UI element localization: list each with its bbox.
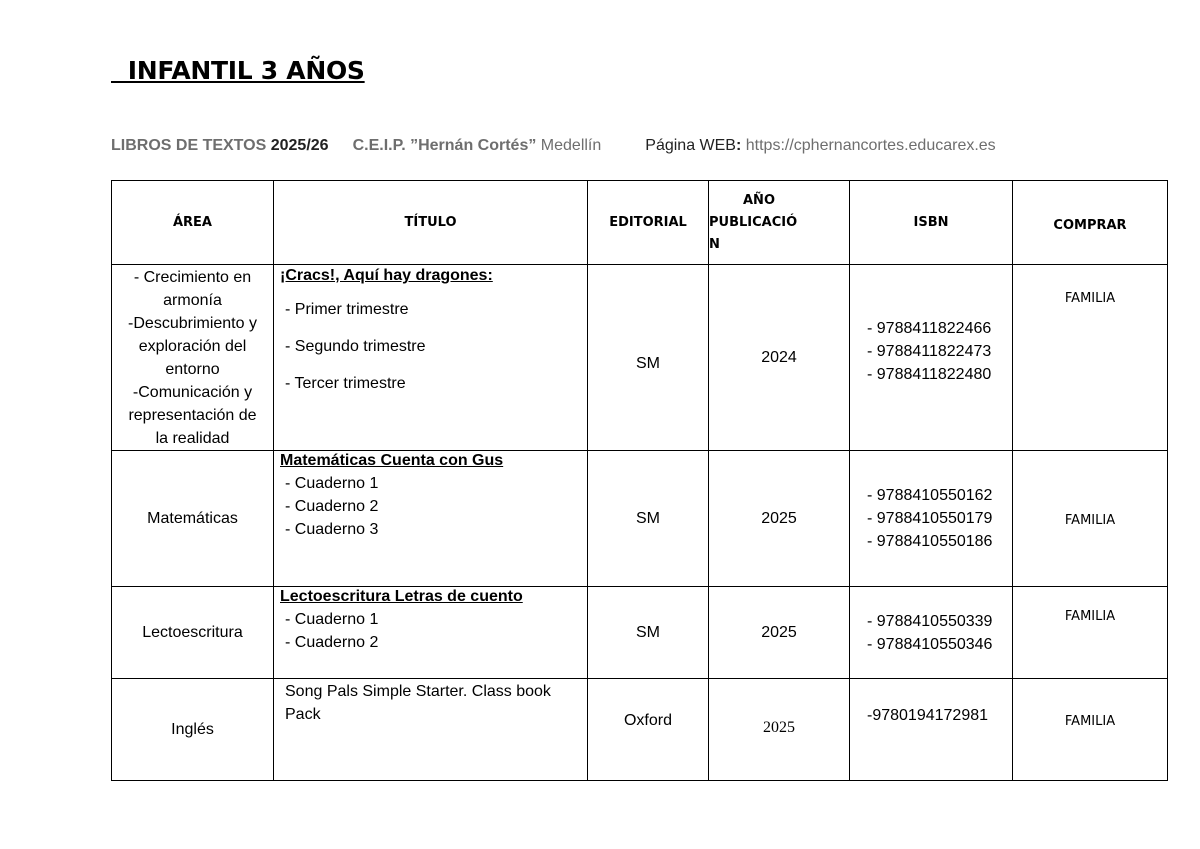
web-label: Página WEB [645, 137, 736, 154]
document-subtitle [111, 137, 996, 155]
school-town: Medellín [536, 137, 602, 154]
list-item: - Cuaderno 2 [285, 634, 379, 651]
area-cell: Inglés [112, 679, 274, 781]
isbn-cell [850, 451, 1013, 587]
area-line: la realidad [155, 429, 230, 447]
buy-cell: FAMILIA [1013, 679, 1168, 781]
isbn-list [850, 610, 1012, 656]
page-title: INFANTIL 3 AÑOS [111, 56, 365, 85]
list-item: - Cuaderno 3 [285, 521, 379, 538]
area-cell: Matemáticas [112, 451, 274, 587]
area-cell [112, 265, 274, 451]
subtitle-prefix: LIBROS DE TEXTOS [111, 137, 271, 154]
editorial-cell: Oxford [588, 679, 709, 781]
table-row [112, 587, 1168, 679]
area-line: - Crecimiento en [133, 268, 252, 286]
area-line: -Comunicación y [132, 383, 253, 401]
header-title: TÍTULO [274, 181, 588, 265]
header-year [709, 181, 850, 265]
year-cell: 2025 [709, 679, 850, 781]
list-item: - Segundo trimestre [285, 338, 426, 355]
buy-cell: FAMILIA [1013, 587, 1168, 679]
area-line: entorno [165, 360, 220, 378]
table-row [112, 679, 1168, 781]
isbn-cell: -9780194172981 [850, 679, 1013, 781]
title-cell: Song Pals Simple Starter. Class book Pack [274, 679, 588, 781]
table-row [112, 265, 1168, 451]
isbn-cell [850, 265, 1013, 451]
editorial-cell: SM [588, 587, 709, 679]
isbn-item: - 9788410550179 [867, 510, 993, 527]
school-year: 2025/26 [270, 137, 329, 154]
header-year-line2: PUBLICACIÓ [709, 214, 798, 230]
isbn-list [850, 484, 1012, 553]
editorial-cell: SM [588, 265, 709, 451]
area-line: armonía [163, 291, 222, 309]
buy-cell: FAMILIA [1013, 265, 1168, 451]
year-cell: 2025 [709, 451, 850, 587]
item-list [274, 608, 587, 654]
isbn-item: - 9788410550186 [867, 533, 993, 550]
web-colon: : [735, 137, 742, 154]
book-title: Lectoescritura Letras de cuento [280, 588, 523, 605]
year-cell: 2025 [709, 587, 850, 679]
isbn-item: - 9788410550162 [867, 487, 993, 504]
book-title: Matemáticas Cuenta con Gus [280, 452, 504, 469]
header-year-line1: AÑO [743, 192, 775, 208]
header-buy: COMPRAR [1013, 181, 1168, 265]
header-editorial: EDITORIAL [588, 181, 709, 265]
item-list [274, 472, 587, 541]
area-line: representación de [128, 406, 257, 424]
header-area: ÁREA [112, 181, 274, 265]
list-item: - Tercer trimestre [285, 375, 406, 392]
book-title: ¡Cracs!, Aquí hay dragones: [280, 267, 493, 284]
item-list [274, 291, 587, 402]
list-item: - Primer trimestre [285, 301, 409, 318]
list-item: - Cuaderno 1 [285, 475, 379, 492]
title-cell [274, 451, 588, 587]
editorial-cell: SM [588, 451, 709, 587]
area-cell: Lectoescritura [112, 587, 274, 679]
isbn-item: - 9788411822473 [867, 343, 992, 360]
title-cell [274, 587, 588, 679]
isbn-item: - 9788410550346 [867, 635, 993, 653]
list-item: - Cuaderno 2 [285, 498, 379, 515]
year-cell: 2024 [709, 265, 850, 451]
header-year-line3: N [709, 236, 720, 252]
isbn-item: - 9788410550339 [867, 612, 993, 630]
isbn-item: - 9788411822466 [867, 320, 992, 337]
list-item: - Cuaderno 1 [285, 611, 379, 628]
title-cell [274, 265, 588, 451]
area-line: -Descubrimiento y [128, 314, 257, 332]
isbn-list [850, 317, 1012, 386]
isbn-cell [850, 587, 1013, 679]
web-url[interactable]: https://cphernancortes.educarex.es [741, 137, 996, 154]
isbn-item: - 9788411822480 [867, 366, 992, 383]
header-isbn: ISBN [850, 181, 1013, 265]
table-row [112, 451, 1168, 587]
table-header-row [112, 181, 1168, 265]
buy-cell: FAMILIA [1013, 451, 1168, 587]
school-name: C.E.I.P. ”Hernán Cortés” [352, 137, 537, 154]
area-line: exploración del [138, 337, 247, 355]
textbook-table [111, 180, 1168, 781]
